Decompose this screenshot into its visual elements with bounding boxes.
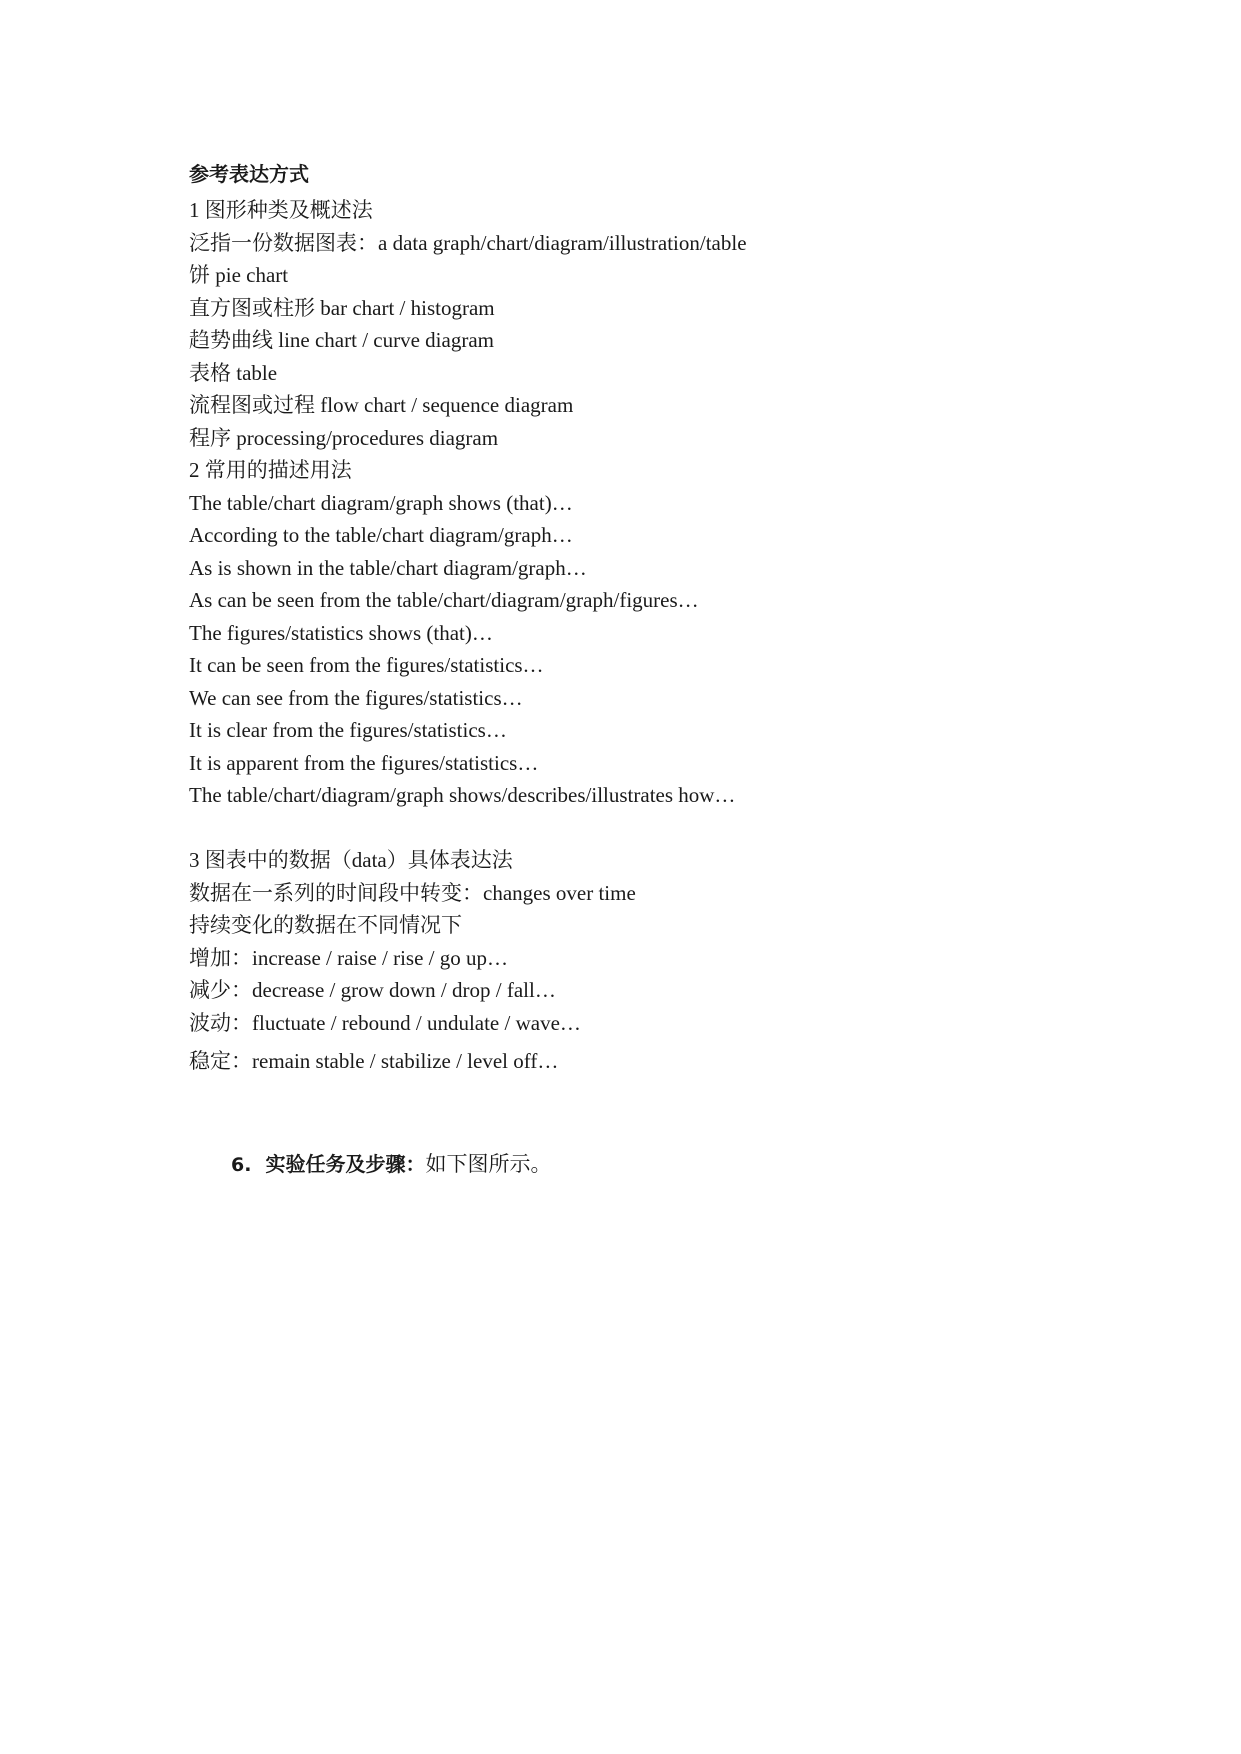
part3-title: 3 图表中的数据（data）具体表达法 bbox=[189, 848, 513, 872]
section-heading: 参考表达方式 bbox=[189, 162, 309, 186]
part2-line: The table/chart/diagram/graph shows/describes/illustrates how… bbox=[189, 783, 736, 807]
part3-line: 数据在一系列的时间段中转变：changes over time bbox=[189, 880, 636, 905]
part2-line: According to the table/chart diagram/graph… bbox=[189, 523, 573, 547]
part2-line: The figures/statistics shows (that)… bbox=[189, 620, 493, 645]
part1-line: 程序 processing/procedures diagram bbox=[189, 425, 499, 450]
part1-line: 趋势曲线 line chart / curve diagram bbox=[189, 328, 494, 352]
part1-line: 直方图或柱形 bar chart / histogram bbox=[189, 295, 495, 320]
part3-line: 波动：fluctuate / rebound / undulate / wave… bbox=[189, 1010, 581, 1035]
task-text: 如下图所示。 bbox=[425, 1152, 552, 1176]
task-label: 实验任务及步骤： bbox=[265, 1152, 426, 1176]
part1-line: 流程图或过程 flow chart / sequence diagram bbox=[189, 393, 574, 417]
part3-line: 稳定：remain stable / stabilize / level off… bbox=[189, 1049, 559, 1073]
part2-line: The table/chart diagram/graph shows (that)… bbox=[189, 490, 573, 515]
part2-line: It can be seen from the figures/statistics… bbox=[189, 653, 544, 677]
blank-line bbox=[189, 812, 1089, 845]
part2-line: As can be seen from the table/chart/diagram/graph/figures… bbox=[189, 588, 699, 612]
part2-line: It is apparent from the figures/statistics… bbox=[189, 750, 539, 775]
part3-line: 增加：increase / raise / rise / go up… bbox=[189, 945, 508, 970]
task-heading bbox=[231, 1148, 551, 1181]
part2-line: As is shown in the table/chart diagram/graph… bbox=[189, 555, 587, 580]
part3-line: 减少：decrease / grow down / drop / fall… bbox=[189, 978, 556, 1002]
part2-line: It is clear from the figures/statistics… bbox=[189, 718, 507, 742]
task-number: 6. bbox=[231, 1154, 252, 1176]
part1-line: 表格 table bbox=[189, 360, 278, 385]
part1-title: 1 图形种类及概述法 bbox=[189, 198, 373, 222]
part2-line: We can see from the figures/statistics… bbox=[189, 685, 523, 710]
part1-line: 饼 pie chart bbox=[189, 263, 289, 287]
part3-line: 持续变化的数据在不同情况下 bbox=[189, 913, 462, 937]
part1-line: 泛指一份数据图表：a data graph/chart/diagram/illustration/table bbox=[189, 230, 747, 255]
part2-title: 2 常用的描述用法 bbox=[189, 458, 352, 482]
reference-section bbox=[189, 158, 1089, 1078]
